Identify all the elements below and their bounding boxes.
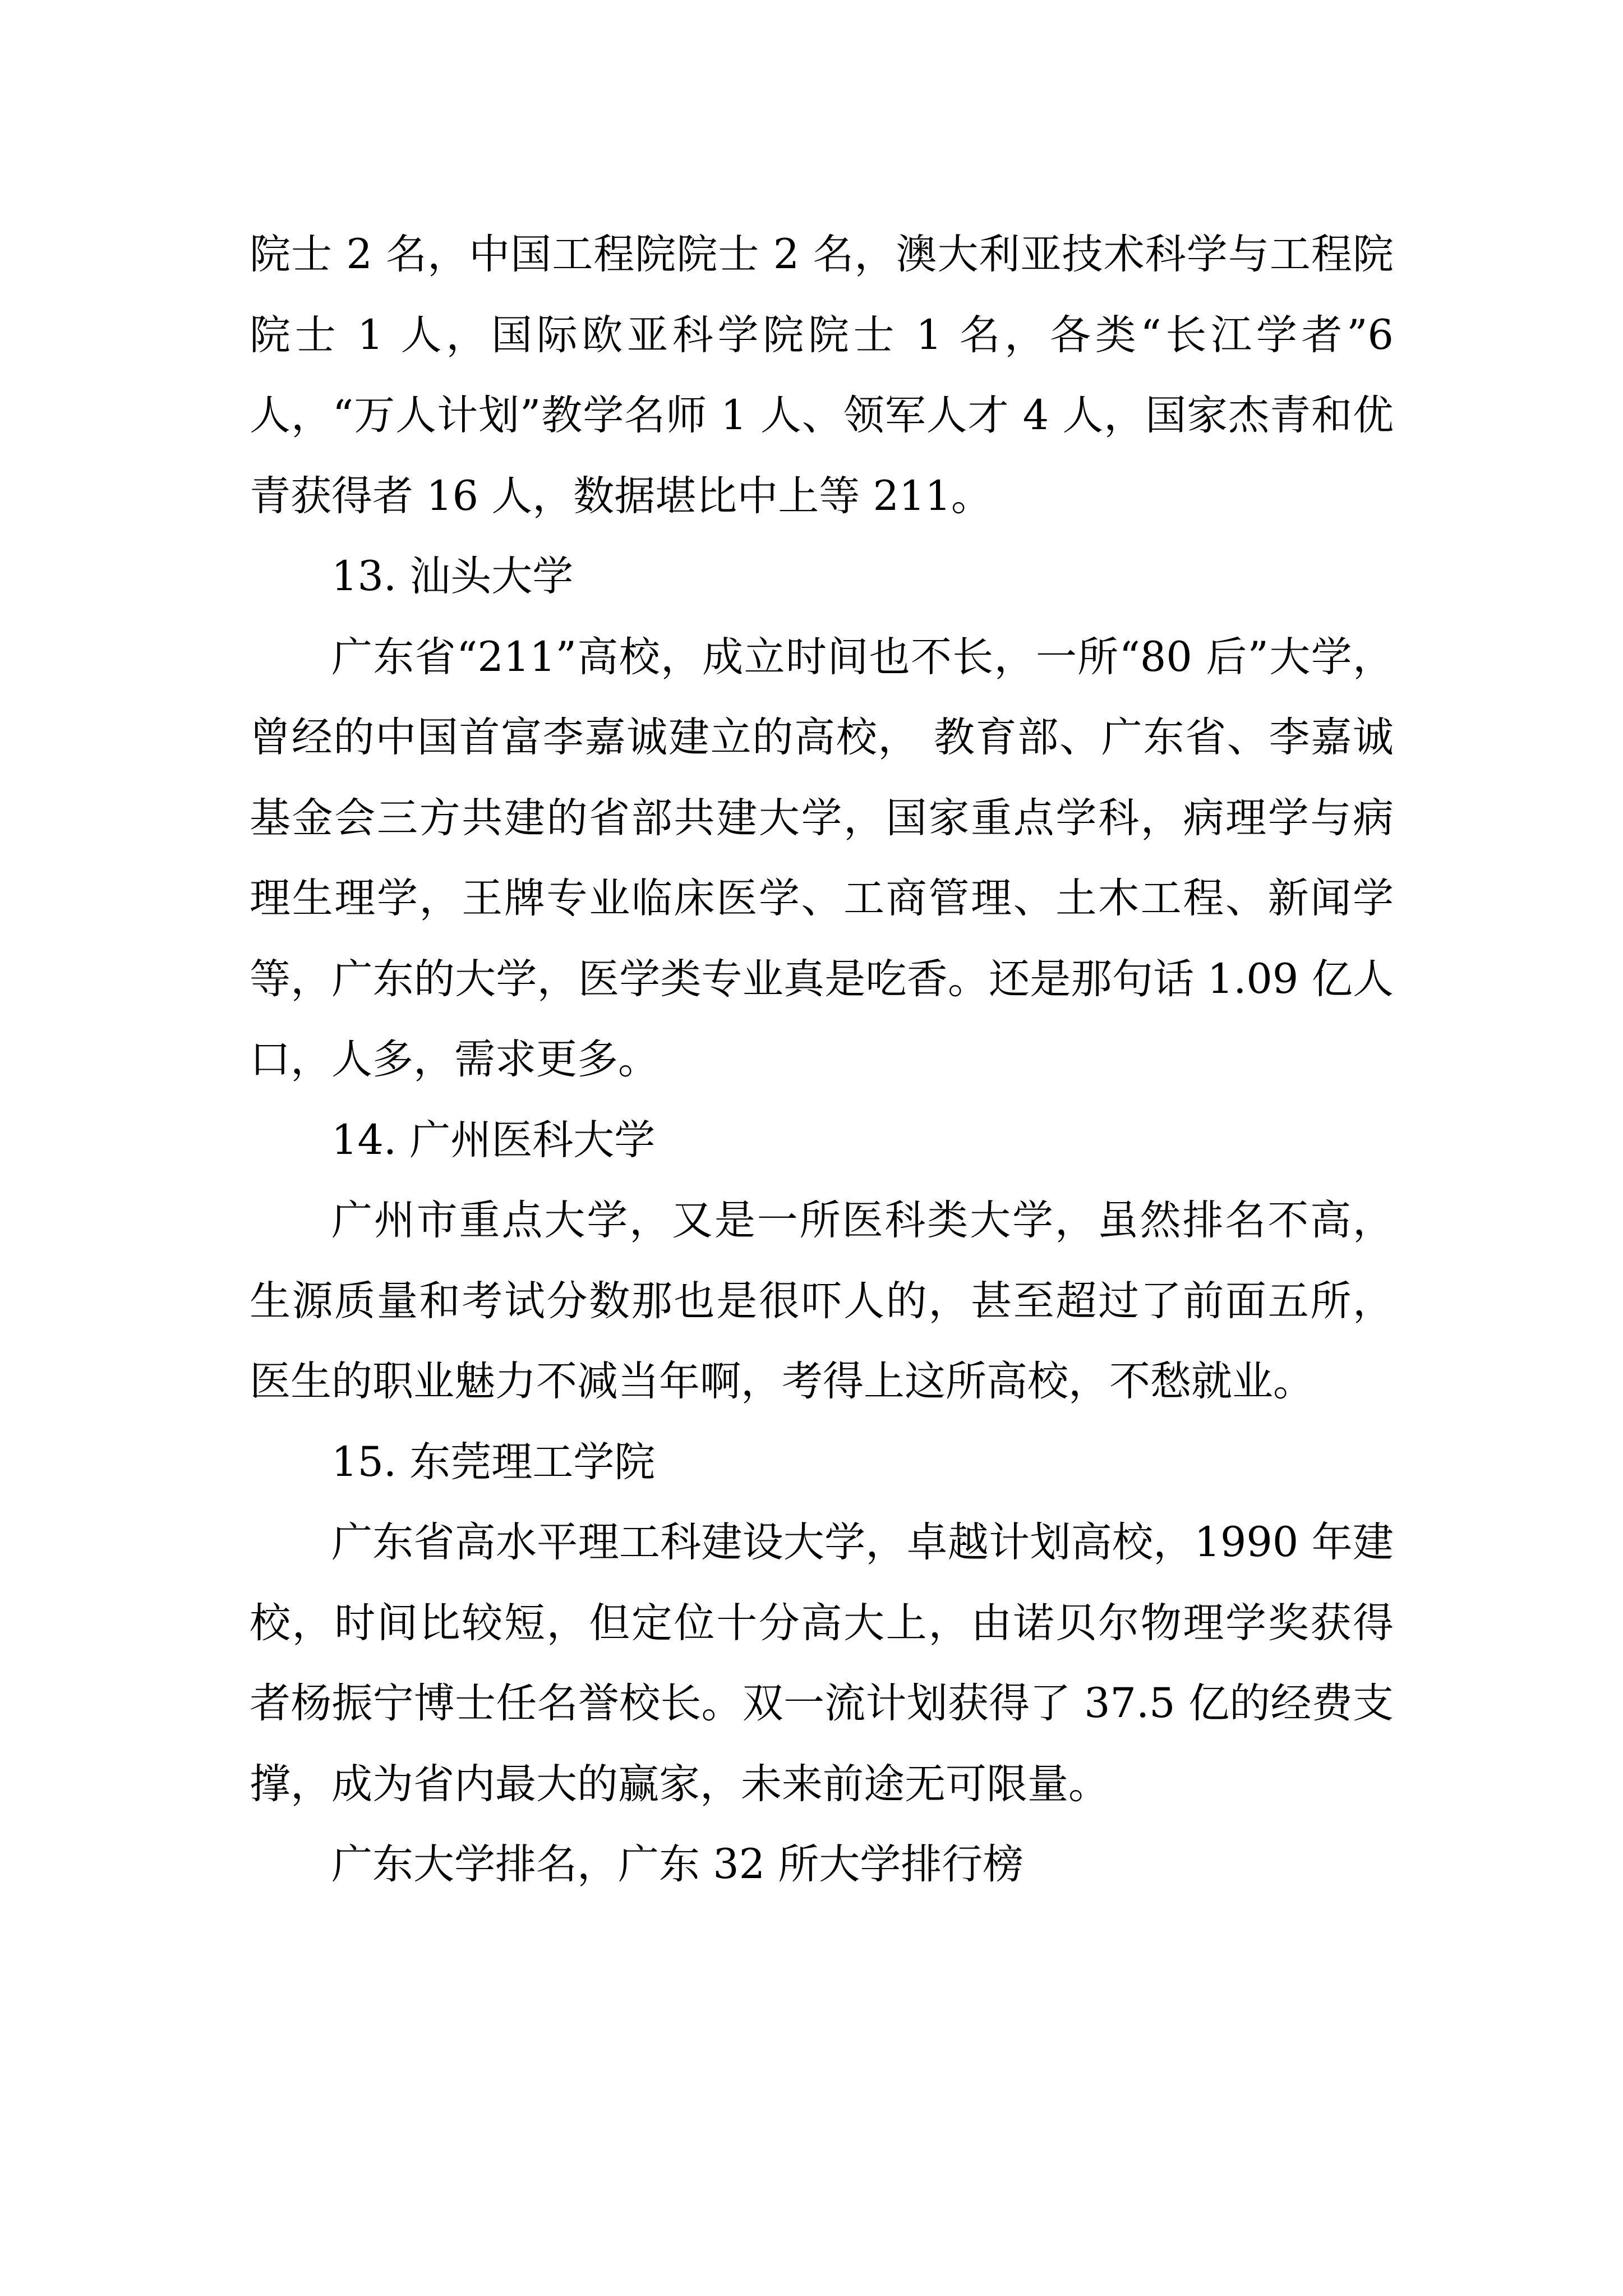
heading-dongguan-university-of-technology: 15. 东莞理工学院 xyxy=(331,1438,656,1486)
heading-guangzhou-medical-university: 14. 广州医科大学 xyxy=(331,1116,656,1164)
paragraph-continuation: 院士 2 名，中国工程院院士 2 名，澳大利亚技术科学与工程院院士 1 人，国际欧亚科学院院士 1 名，各类“长江学者”6 人，“万人计划”教学名师 1 人、领军人才 4 人，国家杰青和优青获得者 16 人，数据堪比中上等 211。 xyxy=(250,231,1394,520)
document-body xyxy=(250,214,1394,1905)
paragraph-dongguan-university-of-technology: 广东省高水平理工科建设大学，卓越计划高校，1990 年建校，时间比较短，但定位十分高大上，由诺贝尔物理学奖获得者杨振宁博士任名誉校长。双一流计划获得了 37.5 亿的经费支撑，成为省内最大的赢家，未来前途无可限量。 xyxy=(250,1519,1394,1808)
paragraph-shantou-university: 广东省“211”高校，成立时间也不长，一所“80 后”大学，曾经的中国首富李嘉诚建立的高校， 教育部、广东省、李嘉诚基金会三方共建的省部共建大学，国家重点学科，病理学与病理生理学，王牌专业临床医学、工商管理、土木工程、新闻学等，广东的大学，医学类专业真是吃香。还是那句话 1.09 亿人口，人多，需求更多。 xyxy=(250,633,1394,1083)
heading-shantou-university: 13. 汕头大学 xyxy=(331,553,574,600)
paragraph-guangzhou-medical-university: 广州市重点大学，又是一所医科类大学，虽然排名不高，生源质量和考试分数那也是很吓人的，甚至超过了前面五所，医生的职业魅力不减当年啊，考得上这所高校，不愁就业。 xyxy=(250,1197,1394,1405)
paragraph-ranking-title: 广东大学排名，广东 32 所大学排行榜 xyxy=(331,1841,1024,1888)
